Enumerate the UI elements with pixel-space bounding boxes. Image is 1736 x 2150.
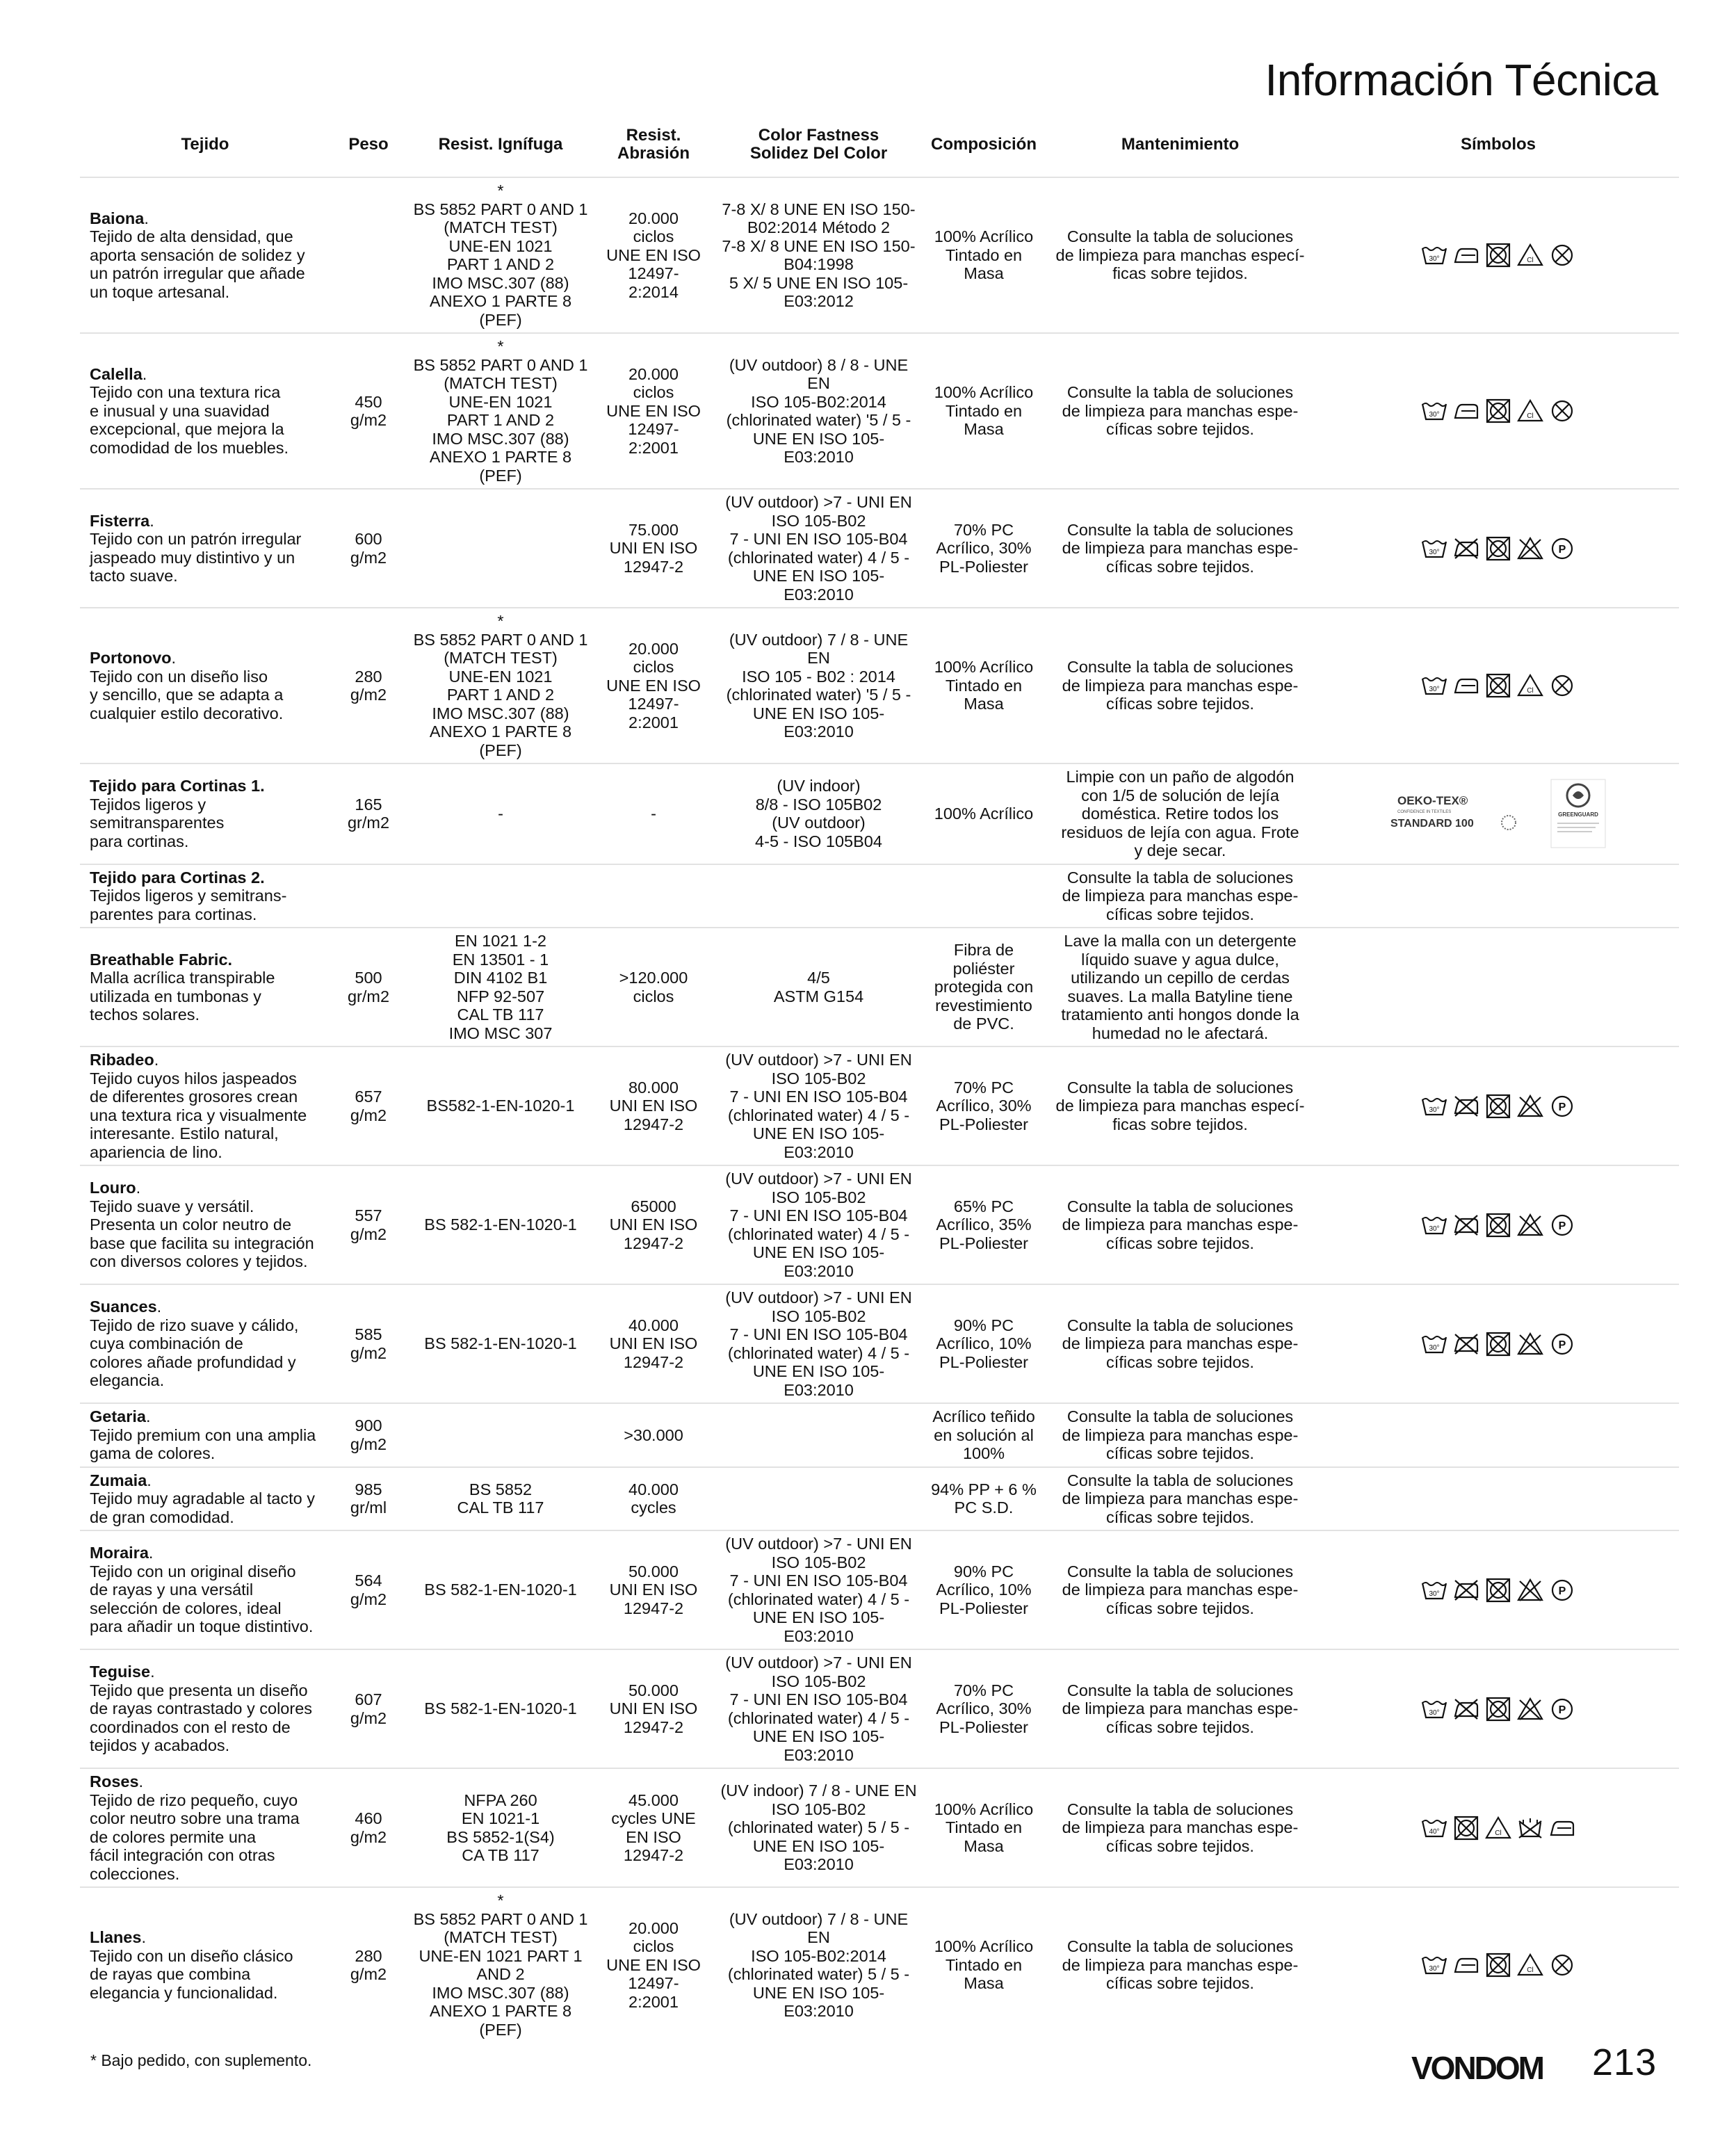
- fabric-description: Tejido con un original diseño de rayas y una versátil selección de colores, ideal para añadir un toque distintivo.: [90, 1562, 314, 1636]
- wash-30-icon: [1420, 1213, 1448, 1238]
- color-fastness-cell: [713, 1403, 925, 1467]
- abrasion-cell: 50.000 UNI EN ISO 12947-2: [594, 1649, 713, 1768]
- composition-cell: 70% PC Acrílico, 30% PL-Poliester: [925, 489, 1043, 608]
- fabric-cell: Llanes. Tejido con un diseño clásico de rayas que combina elegancia y funcionalidad.: [80, 1887, 330, 2042]
- symbols-cell: [1317, 763, 1679, 864]
- abrasion-cell: 50.000 UNI EN ISO 12947-2: [594, 1530, 713, 1649]
- fabric-name: Llanes: [90, 1928, 142, 1946]
- table-row: [80, 1046, 1679, 1165]
- column-header-tejido: Tejido: [181, 135, 229, 154]
- fire-resistance-cell: BS 582-1-EN-1020-1: [407, 1284, 594, 1403]
- column-header-simbolos: Símbolos: [1460, 135, 1536, 154]
- svg-text:Cl: Cl: [1527, 257, 1534, 264]
- greenguard-logo: [1550, 779, 1606, 848]
- fabric-cell: Fisterra. Tejido con un patrón irregular jaspeado muy distintivo y un tacto suave.: [80, 489, 330, 608]
- maintenance-cell: Consulte la tabla de soluciones de limpieza para manchas espe- cíficas sobre tejidos.: [1043, 1768, 1317, 1887]
- table-row: [80, 1403, 1679, 1467]
- svg-text:STANDARD 100: STANDARD 100: [1390, 818, 1474, 830]
- table-row: [80, 333, 1679, 489]
- svg-text:30°: 30°: [1429, 1106, 1440, 1114]
- fabric-cell: Moraira. Tejido con un original diseño de rayas y una versátil selección de colores, ideal para añadir un toque distintivo.: [80, 1530, 330, 1649]
- abrasion-cell: 20.000 ciclos UNE EN ISO 12497- 2:2001: [594, 333, 713, 489]
- page-number: 213: [1592, 2042, 1657, 2083]
- symbols-cell: [1317, 1467, 1679, 1531]
- svg-text:30°: 30°: [1429, 1224, 1440, 1233]
- no-iron-icon: [1452, 536, 1480, 561]
- color-fastness-cell: (UV outdoor) 7 / 8 - UNE EN ISO 105 - B02 : 2014 (chlorinated water) '5 / 5 - UNE EN ISO 105-E03:2010: [713, 608, 925, 763]
- composition-cell: 90% PC Acrílico, 10% PL-Poliester: [925, 1530, 1043, 1649]
- wash-30-icon: [1420, 243, 1448, 268]
- dry-clean-p-icon: [1548, 1094, 1576, 1119]
- color-fastness-cell: (UV outdoor) >7 - UNI EN ISO 105-B02 7 - UNI EN ISO 105-B04 (chlorinated water) 4 / 5 - UNE EN ISO 105-E03:2010: [713, 1046, 925, 1165]
- svg-text:30°: 30°: [1429, 1708, 1440, 1717]
- no-dry-clean-icon: [1548, 1953, 1576, 1978]
- fabric-cell: Getaria. Tejido premium con una amplia gama de colores.: [80, 1403, 330, 1467]
- composition-cell: 70% PC Acrílico, 30% PL-Poliester: [925, 1649, 1043, 1768]
- maintenance-cell: Consulte la tabla de soluciones de limpieza para manchas espe- cíficas sobre tejidos.: [1043, 1887, 1317, 2042]
- table-row: [80, 1768, 1679, 1887]
- fire-resistance-cell: EN 1021 1-2 EN 13501 - 1 DIN 4102 B1 NFP 92-507 CAL TB 117 IMO MSC 307: [407, 928, 594, 1046]
- composition-cell: 70% PC Acrílico, 30% PL-Poliester: [925, 1046, 1043, 1165]
- fabric-description: Tejido de rizo pequeño, cuyo color neutro sobre una trama de colores permite una fácil integración con otras colecciones.: [90, 1791, 300, 1883]
- color-fastness-cell: (UV outdoor) 8 / 8 - UNE EN ISO 105-B02:2014 (chlorinated water) '5 / 5 - UNE EN ISO 105-E03:2010: [713, 333, 925, 489]
- fabric-description: Tejido suave y versátil. Presenta un color neutro de base que facilita su integración con diversos colores y tejidos.: [90, 1197, 314, 1271]
- table-row: [80, 1887, 1679, 2042]
- no-tumble-dry-icon: [1484, 1213, 1512, 1238]
- color-fastness-cell: [713, 1467, 925, 1531]
- abrasion-cell: 40.000 cycles: [594, 1467, 713, 1531]
- no-bleach-icon: [1516, 1578, 1544, 1603]
- abrasion-cell: 75.000 UNI EN ISO 12947-2: [594, 489, 713, 608]
- weight-cell: 500 gr/m2: [330, 928, 407, 1046]
- weight-cell: 280 g/m2: [330, 608, 407, 763]
- maintenance-cell: Consulte la tabla de soluciones de limpieza para manchas espe- cíficas sobre tejidos.: [1043, 1403, 1317, 1467]
- color-fastness-cell: (UV outdoor) >7 - UNI EN ISO 105-B02 7 - UNI EN ISO 105-B04 (chlorinated water) 4 / 5 - UNE EN ISO 105-E03:2010: [713, 489, 925, 608]
- composition-cell: 100% Acrílico Tintado en Masa: [925, 608, 1043, 763]
- no-tumble-dry-icon: [1484, 536, 1512, 561]
- abrasion-cell: 40.000 UNI EN ISO 12947-2: [594, 1284, 713, 1403]
- symbols-cell: [1317, 489, 1679, 608]
- maintenance-cell: Consulte la tabla de soluciones de limpieza para manchas espe- cíficas sobre tejidos.: [1043, 1284, 1317, 1403]
- iron-icon: [1452, 673, 1480, 698]
- wash-30-icon: [1420, 1697, 1448, 1722]
- fabric-description: Tejido con una textura rica e inusual y una suavidad excepcional, que mejora la comodidad de los muebles.: [90, 383, 289, 457]
- wash-30-icon: [1420, 673, 1448, 698]
- column-header-composicion: Composición: [930, 135, 1037, 154]
- composition-cell: 100% Acrílico Tintado en Masa: [925, 1768, 1043, 1887]
- fire-resistance-cell: [407, 864, 594, 928]
- composition-cell: 100% Acrílico Tintado en Masa: [925, 333, 1043, 489]
- wash-30-icon: [1420, 536, 1448, 561]
- fire-resistance-cell: * BS 5852 PART 0 AND 1 (MATCH TEST) UNE-EN 1021 PART 1 AND 2 IMO MSC.307 (88) ANEXO 1 PARTE 8 (PEF): [407, 333, 594, 489]
- svg-text:Cl: Cl: [1527, 687, 1534, 695]
- composition-cell: 100% Acrílico Tintado en Masa: [925, 177, 1043, 333]
- fire-resistance-cell: BS 582-1-EN-1020-1: [407, 1165, 594, 1284]
- weight-cell: 165 gr/m2: [330, 763, 407, 864]
- maintenance-cell: Consulte la tabla de soluciones de limpieza para manchas espe- cíficas sobre tejidos.: [1043, 1467, 1317, 1531]
- column-header-abrasion: Resist. Abrasión: [617, 126, 690, 163]
- symbols-cell: [1317, 864, 1679, 928]
- color-fastness-cell: [713, 864, 925, 928]
- svg-text:30°: 30°: [1429, 548, 1440, 556]
- fabric-name: Breathable Fabric.: [90, 950, 233, 969]
- weight-cell: 600 g/m2: [330, 489, 407, 608]
- fabric-description: Tejidos ligeros y semitransparentes para cortinas.: [90, 795, 225, 850]
- fire-resistance-cell: BS 582-1-EN-1020-1: [407, 1530, 594, 1649]
- svg-text:P: P: [1558, 1220, 1566, 1232]
- svg-text:OEKO-TEX®: OEKO-TEX®: [1397, 794, 1468, 808]
- table-row: [80, 608, 1679, 763]
- dry-clean-p-icon: [1548, 1213, 1576, 1238]
- weight-cell: [330, 864, 407, 928]
- no-dry-clean-icon: [1548, 243, 1576, 268]
- fire-resistance-cell: BS 582-1-EN-1020-1: [407, 1649, 594, 1768]
- weight-cell: 460 g/m2: [330, 1768, 407, 1887]
- color-fastness-cell: 7-8 X/ 8 UNE EN ISO 150- B02:2014 Método 2 7-8 X/ 8 UNE EN ISO 150- B04:1998 5 X/ 5 UNE EN ISO 105- E03:2012: [713, 177, 925, 333]
- weight-cell: 585 g/m2: [330, 1284, 407, 1403]
- weight-cell: 900 g/m2: [330, 1403, 407, 1467]
- color-fastness-cell: (UV outdoor) >7 - UNI EN ISO 105-B02 7 - UNI EN ISO 105-B04 (chlorinated water) 4 / 5 - UNE EN ISO 105-E03:2010: [713, 1284, 925, 1403]
- care-symbols: [1322, 398, 1675, 423]
- maintenance-cell: Limpie con un paño de algodón con 1/5 de solución de lejía doméstica. Retire todos los residuos de lejía con agua. Frote y deje secar.: [1043, 763, 1317, 864]
- wash-30-icon: [1420, 398, 1448, 423]
- fabric-name: Teguise: [90, 1663, 151, 1681]
- svg-text:40°: 40°: [1429, 1827, 1440, 1836]
- no-iron-icon: [1452, 1697, 1480, 1722]
- weight-cell: 557 g/m2: [330, 1165, 407, 1284]
- maintenance-cell: Consulte la tabla de soluciones de limpieza para manchas especí- ficas sobre tejidos.: [1043, 1046, 1317, 1165]
- fabric-cell: Teguise. Tejido que presenta un diseño de rayas contrastado y colores coordinados con el resto de tejidos y acabados.: [80, 1649, 330, 1768]
- composition-cell: 94% PP + 6 % PC S.D.: [925, 1467, 1043, 1531]
- bleach-cl-icon: [1484, 1816, 1512, 1841]
- fabric-name: Louro: [90, 1179, 136, 1197]
- no-iron-icon: [1452, 1332, 1480, 1357]
- fire-resistance-cell: BS582-1-EN-1020-1: [407, 1046, 594, 1165]
- fabric-description: Tejido que presenta un diseño de rayas contrastado y colores coordinados con el resto de tejidos y acabados.: [90, 1681, 313, 1755]
- fabric-description: Tejido de rizo suave y cálido, cuya combinación de colores añade profundidad y elegancia.: [90, 1316, 299, 1390]
- svg-text:P: P: [1558, 543, 1566, 556]
- svg-text:30°: 30°: [1429, 255, 1440, 263]
- care-symbols: [1322, 1332, 1675, 1357]
- fabric-description: Tejido con un patrón irregular jaspeado muy distintivo y un tacto suave.: [90, 530, 302, 585]
- no-iron-icon: [1452, 1213, 1480, 1238]
- table-row: [80, 1649, 1679, 1768]
- table-row: [80, 1467, 1679, 1531]
- column-header-color-fastness: Color Fastness Solidez Del Color: [749, 126, 888, 163]
- fabric-cell: [80, 864, 330, 928]
- table-row: [80, 489, 1679, 608]
- fire-resistance-cell: -: [407, 763, 594, 864]
- abrasion-cell: >120.000 ciclos: [594, 928, 713, 1046]
- fabric-name: Zumaia: [90, 1471, 147, 1489]
- maintenance-cell: Consulte la tabla de soluciones de limpieza para manchas espe- cíficas sobre tejidos.: [1043, 1165, 1317, 1284]
- no-tumble-dry-icon: [1484, 673, 1512, 698]
- care-symbols: [1322, 243, 1675, 268]
- abrasion-cell: >30.000: [594, 1403, 713, 1467]
- fabric-name: Baiona: [90, 209, 145, 227]
- weight-cell: 564 g/m2: [330, 1530, 407, 1649]
- fire-resistance-cell: [407, 489, 594, 608]
- no-tumble-dry-icon: [1452, 1816, 1480, 1841]
- care-symbols: [1322, 1953, 1675, 1978]
- no-tumble-dry-icon: [1484, 243, 1512, 268]
- table-row: [80, 177, 1679, 333]
- maintenance-cell: Consulte la tabla de soluciones de limpieza para manchas espe- cíficas sobre tejidos.: [1043, 608, 1317, 763]
- abrasion-cell: 20.000 ciclos UNE EN ISO 12497- 2:2001: [594, 608, 713, 763]
- abrasion-cell: -: [594, 763, 713, 864]
- bleach-cl-icon: [1516, 243, 1544, 268]
- fabric-cell: Suances. Tejido de rizo suave y cálido, cuya combinación de colores añade profundidad y elegancia.: [80, 1284, 330, 1403]
- no-tumble-dry-icon: [1484, 1953, 1512, 1978]
- no-tumble-dry-icon: [1484, 398, 1512, 423]
- fabric-cell: Portonovo. Tejido con un diseño liso y sencillo, que se adapta a cualquier estilo decorativo.: [80, 608, 330, 763]
- dry-clean-p-icon: [1548, 1578, 1576, 1603]
- svg-text:CONFIDENCE IN TEXTILES: CONFIDENCE IN TEXTILES: [1397, 810, 1452, 815]
- symbols-cell: [1317, 1887, 1679, 2042]
- fire-resistance-cell: * BS 5852 PART 0 AND 1 (MATCH TEST) UNE-EN 1021 PART 1 AND 2 IMO MSC.307 (88) ANEXO 1 PARTE 8 (PEF): [407, 177, 594, 333]
- bleach-cl-icon: [1516, 1953, 1544, 1978]
- symbols-cell: [1317, 333, 1679, 489]
- iron-icon: [1452, 398, 1480, 423]
- composition-cell: 100% Acrílico Tintado en Masa: [925, 1887, 1043, 2042]
- fabric-description: Tejido muy agradable al tacto y de gran comodidad.: [90, 1489, 315, 1526]
- maintenance-cell: Consulte la tabla de soluciones de limpieza para manchas espe- cíficas sobre tejidos.: [1043, 1649, 1317, 1768]
- maintenance-cell: Consulte la tabla de soluciones de limpieza para manchas espe- cíficas sobre tejidos.: [1043, 864, 1317, 928]
- svg-text:30°: 30°: [1429, 1965, 1440, 1973]
- color-fastness-cell: (UV outdoor) >7 - UNI EN ISO 105-B02 7 - UNI EN ISO 105-B04 (chlorinated water) 4 / 5 - UNE EN ISO 105-E03:2010: [713, 1165, 925, 1284]
- iron-icon: [1548, 1816, 1576, 1841]
- wash-30-icon: [1420, 1953, 1448, 1978]
- symbols-cell: [1317, 928, 1679, 1046]
- weight-cell: 280 g/m2: [330, 1887, 407, 2042]
- no-iron-icon: [1452, 1094, 1480, 1119]
- fabric-cell: Baiona. Tejido de alta densidad, que aporta sensación de solidez y un patrón irregular que añade un toque artesanal.: [80, 177, 330, 333]
- color-fastness-cell: (UV indoor) 8/8 - ISO 105B02 (UV outdoor) 4-5 - ISO 105B04: [713, 763, 925, 864]
- table-row: [80, 1165, 1679, 1284]
- weight-cell: 985 gr/ml: [330, 1467, 407, 1531]
- table-row: [80, 763, 1679, 864]
- technical-info-table: [80, 122, 1679, 2042]
- fire-resistance-cell: NFPA 260 EN 1021-1 BS 5852-1(S4) CA TB 117: [407, 1768, 594, 1887]
- no-bleach-icon: [1516, 1332, 1544, 1357]
- symbols-cell: [1317, 177, 1679, 333]
- color-fastness-cell: (UV indoor) 7 / 8 - UNE EN ISO 105-B02 (chlorinated water) 5 / 5 - UNE EN ISO 105-E03:2010: [713, 1768, 925, 1887]
- fabric-name: Moraira: [90, 1544, 149, 1562]
- abrasion-cell: [594, 864, 713, 928]
- iron-icon: [1452, 243, 1480, 268]
- svg-text:Cl: Cl: [1527, 1966, 1534, 1974]
- color-fastness-cell: 4/5 ASTM G154: [713, 928, 925, 1046]
- table-row: [80, 928, 1679, 1046]
- no-bleach-icon: [1516, 1094, 1544, 1119]
- fabric-description: Tejido premium con una amplia gama de colores.: [90, 1425, 316, 1462]
- weight-cell: 607 g/m2: [330, 1649, 407, 1768]
- wash-40-icon: [1420, 1816, 1448, 1841]
- weight-cell: 657 g/m2: [330, 1046, 407, 1165]
- no-dry-icon: [1516, 1816, 1544, 1841]
- fabric-name: Fisterra: [90, 511, 150, 530]
- no-bleach-icon: [1516, 1213, 1544, 1238]
- svg-text:GREENGUARD: GREENGUARD: [1558, 811, 1598, 818]
- symbols-cell: [1317, 1284, 1679, 1403]
- symbols-cell: [1317, 1649, 1679, 1768]
- fabric-cell: Roses. Tejido de rizo pequeño, cuyo color neutro sobre una trama de colores permite una fácil integración con otras colecciones.: [80, 1768, 330, 1887]
- composition-cell: Fibra de poliéster protegida con revestimiento de PVC.: [925, 928, 1043, 1046]
- dry-clean-p-icon: [1548, 1332, 1576, 1357]
- care-symbols: [1322, 1578, 1675, 1603]
- fabric-description: Tejido de alta densidad, que aporta sensación de solidez y un patrón irregular que añade un toque artesanal.: [90, 227, 305, 301]
- svg-text:Cl: Cl: [1495, 1829, 1502, 1837]
- table-row: [80, 864, 1679, 928]
- no-bleach-icon: [1516, 1697, 1544, 1722]
- column-header-peso: Peso: [348, 135, 389, 154]
- color-fastness-cell: (UV outdoor) >7 - UNI EN ISO 105-B02 7 - UNI EN ISO 105-B04 (chlorinated water) 4 / 5 - UNE EN ISO 105-E03:2010: [713, 1530, 925, 1649]
- svg-text:30°: 30°: [1429, 1590, 1440, 1598]
- footnote: * Bajo pedido, con suplemento.: [90, 2051, 312, 2069]
- column-header-mantenimiento: Mantenimiento: [1121, 135, 1240, 154]
- no-dry-clean-icon: [1548, 398, 1576, 423]
- wash-30-icon: [1420, 1094, 1448, 1119]
- wash-30-icon: [1420, 1332, 1448, 1357]
- maintenance-cell: Consulte la tabla de soluciones de limpieza para manchas espe- cíficas sobre tejidos.: [1043, 489, 1317, 608]
- oeko-tex-logo: [1390, 789, 1523, 838]
- care-symbols: [1322, 1697, 1675, 1722]
- table-header-row: [80, 122, 1679, 177]
- fire-resistance-cell: BS 5852 CAL TB 117: [407, 1467, 594, 1531]
- symbols-cell: [1317, 1768, 1679, 1887]
- table-row: [80, 1284, 1679, 1403]
- fabric-name: Suances: [90, 1298, 157, 1316]
- composition-cell: 90% PC Acrílico, 10% PL-Poliester: [925, 1284, 1043, 1403]
- fabric-cell: [80, 763, 330, 864]
- abrasion-cell: 20.000 ciclos UNE EN ISO 12497- 2:2001: [594, 1887, 713, 2042]
- care-symbols: [1322, 673, 1675, 698]
- no-dry-clean-icon: [1548, 673, 1576, 698]
- color-fastness-cell: (UV outdoor) >7 - UNI EN ISO 105-B02 7 - UNI EN ISO 105-B04 (chlorinated water) 4 / 5 - UNE EN ISO 105-E03:2010: [713, 1649, 925, 1768]
- symbols-cell: [1317, 1403, 1679, 1467]
- care-symbols: [1322, 1213, 1675, 1238]
- svg-text:P: P: [1558, 1339, 1566, 1351]
- fabric-name: Calella: [90, 364, 143, 383]
- svg-text:30°: 30°: [1429, 1343, 1440, 1352]
- abrasion-cell: 45.000 cycles UNE EN ISO 12947-2: [594, 1768, 713, 1887]
- column-header-ignifuga: Resist. Ignífuga: [438, 135, 563, 154]
- composition-cell: Acrílico teñido en solución al 100%: [925, 1403, 1043, 1467]
- maintenance-cell: Consulte la tabla de soluciones de limpieza para manchas espe- cíficas sobre tejidos.: [1043, 333, 1317, 489]
- no-tumble-dry-icon: [1484, 1094, 1512, 1119]
- fabric-description: Malla acrílica transpirable utilizada en tumbonas y techos solares.: [90, 969, 275, 1024]
- composition-cell: [925, 864, 1043, 928]
- no-tumble-dry-icon: [1484, 1697, 1512, 1722]
- svg-text:30°: 30°: [1429, 411, 1440, 419]
- fire-resistance-cell: * BS 5852 PART 0 AND 1 (MATCH TEST) UNE-EN 1021 PART 1 AND 2 IMO MSC.307 (88) ANEXO 1 PARTE 8 (PEF): [407, 608, 594, 763]
- fabric-cell: Ribadeo. Tejido cuyos hilos jaspeados de diferentes grosores crean una textura rica y visualmente interesante. Estilo natural, apariencia de lino.: [80, 1046, 330, 1165]
- symbols-cell: [1317, 1530, 1679, 1649]
- weight-cell: 450 g/m2: [330, 333, 407, 489]
- fabric-cell: Calella. Tejido con una textura rica e inusual y una suavidad excepcional, que mejora la comodidad de los muebles.: [80, 333, 330, 489]
- fabric-cell: Zumaia. Tejido muy agradable al tacto y de gran comodidad.: [80, 1467, 330, 1531]
- svg-text:Cl: Cl: [1527, 412, 1534, 420]
- bleach-cl-icon: [1516, 398, 1544, 423]
- no-tumble-dry-icon: [1484, 1332, 1512, 1357]
- dry-clean-p-icon: [1548, 1697, 1576, 1722]
- maintenance-cell: Consulte la tabla de soluciones de limpieza para manchas espe- cíficas sobre tejidos.: [1043, 1530, 1317, 1649]
- iron-icon: [1452, 1953, 1480, 1978]
- symbols-cell: [1317, 1046, 1679, 1165]
- no-iron-icon: [1452, 1578, 1480, 1603]
- maintenance-cell: Lave la malla con un detergente líquido suave y agua dulce, utilizando un cepillo de cerdas suaves. La malla Batyline tiene tratamiento anti hongos donde la humedad no le afectará.: [1043, 928, 1317, 1046]
- certifications: [1322, 779, 1675, 848]
- symbols-cell: [1317, 1165, 1679, 1284]
- fire-resistance-cell: [407, 1403, 594, 1467]
- maintenance-cell: Consulte la tabla de soluciones de limpieza para manchas especí- ficas sobre tejidos.: [1043, 177, 1317, 333]
- abrasion-cell: 65000 UNI EN ISO 12947-2: [594, 1165, 713, 1284]
- fabric-description: Tejido con un diseño clásico de rayas que combina elegancia y funcionalidad.: [90, 1946, 293, 2002]
- fabric-cell: [80, 928, 330, 1046]
- svg-text:P: P: [1558, 1585, 1566, 1597]
- brand-logo: [1411, 2051, 1564, 2087]
- abrasion-cell: 80.000 UNI EN ISO 12947-2: [594, 1046, 713, 1165]
- fabric-description: Tejido cuyos hilos jaspeados de diferentes grosores crean una textura rica y visualmente interesante. Estilo natural, apariencia de lino.: [90, 1069, 307, 1161]
- fabric-description: Tejido con un diseño liso y sencillo, que se adapta a cualquier estilo decorativo.: [90, 667, 284, 722]
- weight-cell: [330, 177, 407, 333]
- symbols-cell: [1317, 608, 1679, 763]
- table-row: [80, 1530, 1679, 1649]
- color-fastness-cell: (UV outdoor) 7 / 8 - UNE EN ISO 105-B02:2014 (chlorinated water) 5 / 5 - UNE EN ISO 105-E03:2010: [713, 1887, 925, 2042]
- fabric-name: Tejido para Cortinas 2.: [90, 868, 265, 887]
- fabric-cell: Louro. Tejido suave y versátil. Presenta un color neutro de base que facilita su integración con diversos colores y tejidos.: [80, 1165, 330, 1284]
- svg-text:30°: 30°: [1429, 686, 1440, 693]
- fabric-name: Tejido para Cortinas 1.: [90, 777, 265, 795]
- care-symbols: [1322, 536, 1675, 561]
- composition-cell: 65% PC Acrílico, 35% PL-Poliester: [925, 1165, 1043, 1284]
- bleach-cl-icon: [1516, 673, 1544, 698]
- care-symbols: [1322, 1094, 1675, 1119]
- fabric-name: Portonovo: [90, 649, 172, 667]
- fabric-description: Tejidos ligeros y semitrans- parentes para cortinas.: [90, 887, 287, 923]
- svg-text:P: P: [1558, 1101, 1566, 1113]
- svg-text:VONDOM: VONDOM: [1411, 2051, 1543, 2083]
- dry-clean-p-icon: [1548, 536, 1576, 561]
- page-title: Información Técnica: [1265, 55, 1658, 105]
- fabric-name: Getaria: [90, 1407, 146, 1425]
- svg-text:P: P: [1558, 1704, 1566, 1716]
- fire-resistance-cell: * BS 5852 PART 0 AND 1 (MATCH TEST) UNE-EN 1021 PART 1 AND 2 IMO MSC.307 (88) ANEXO 1 PARTE 8 (PEF): [407, 1887, 594, 2042]
- wash-30-icon: [1420, 1578, 1448, 1603]
- fabric-name: Roses: [90, 1772, 139, 1791]
- abrasion-cell: 20.000 ciclos UNE EN ISO 12497- 2:2014: [594, 177, 713, 333]
- no-tumble-dry-icon: [1484, 1578, 1512, 1603]
- care-symbols: [1322, 1816, 1675, 1841]
- no-bleach-icon: [1516, 536, 1544, 561]
- fabric-name: Ribadeo: [90, 1051, 154, 1069]
- composition-cell: 100% Acrílico: [925, 763, 1043, 864]
